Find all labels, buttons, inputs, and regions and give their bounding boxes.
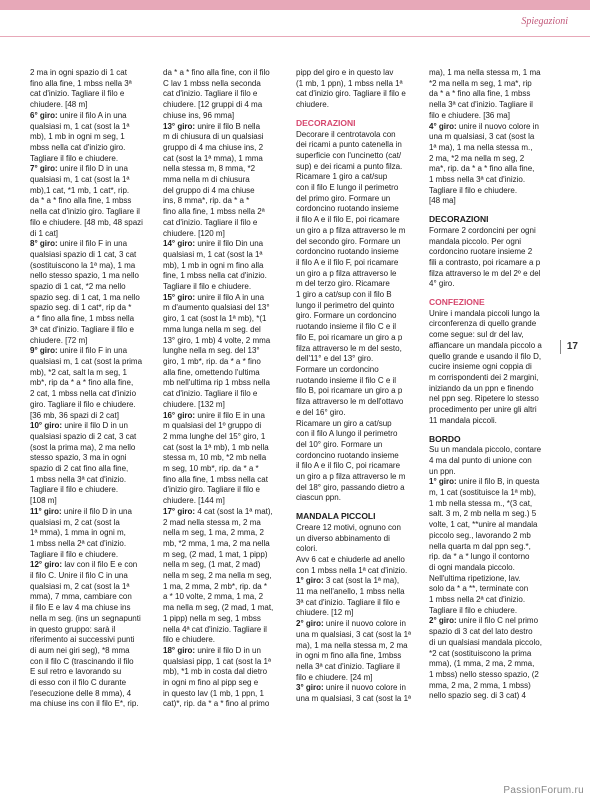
text-line: iniziando da un ppn e finendo <box>429 383 534 393</box>
text-line: m seg, (2 mad, 1 mat, 1 pipp) <box>163 549 268 559</box>
text-line: chiudere. [120 m] <box>163 228 225 238</box>
text-paragraph <box>429 226 550 290</box>
text-line: unire il nuovo colore in <box>323 683 406 693</box>
text-line: [48 ma] <box>429 196 456 206</box>
text-line: a * 10 volte, 2 mma, 1 ma, 2 <box>163 592 264 602</box>
text-line: Formare 2 cordoncini per ogni <box>429 225 536 235</box>
text-line: da * a * fino alla fine, con il filo <box>163 68 270 77</box>
text-line: con il filo C (trascinando il filo <box>30 656 134 666</box>
text-line: in questo gruppo: sarà il <box>30 624 116 634</box>
text-line: stessa m, 10 mb, *2 mb nella <box>163 453 267 463</box>
column-3 <box>296 68 417 768</box>
text-line: 2 ma, *2 ma nella m seg, 2 <box>429 153 525 163</box>
text-line: nello stesso spazio, 1 ma nello <box>30 271 139 281</box>
text-line: nella m seg, (1 mat, 2 mad) <box>163 560 261 570</box>
text-line: 1 ma, 2 mma, 2 mb*, rip. da * <box>163 581 268 591</box>
instruction-step <box>163 507 284 646</box>
text-line: filo e chiudere. [24 m] <box>296 672 373 682</box>
text-paragraph <box>429 309 550 427</box>
step-label: 1° giro: <box>429 477 457 487</box>
text-line: m seg, 10 mb*, rip. da * a * <box>163 464 259 474</box>
text-line: ma), 1 ma nella stessa m, 1 ma <box>429 68 541 77</box>
text-line: fino alla fine, 1 mbss nella 2ª <box>163 207 265 217</box>
text-line: 1 mbss nella 2ª cat d'inizio. <box>429 595 526 605</box>
text-line: m d'aumento qualsiasi del 13° <box>163 303 270 313</box>
section-heading: MANDALA PICCOLI <box>296 511 376 522</box>
text-line: dei ricami a punto catenella in <box>296 140 402 150</box>
text-line: unire il filo D in una <box>57 164 128 174</box>
text-line: mma nella m di chiusura <box>163 175 250 185</box>
text-line: [108 m] <box>30 496 57 506</box>
text-line: qualsiasi m, 1 cat (sost la 1ª <box>30 121 130 131</box>
step-label: 6° giro: <box>30 110 58 120</box>
text-line: fine, 1 mbss nella cat d'inizio. <box>163 271 267 281</box>
text-line: unire il nuovo colore in <box>323 619 406 629</box>
text-line: unire il filo F in una <box>57 346 128 356</box>
text-line: qualsiasi pipp, 1 cat (sost la 1ª <box>163 656 271 666</box>
text-line: unire il filo F in una <box>57 239 128 249</box>
text-line: giro, 1 cat (sost la 1ª mb), *(1 <box>163 314 267 324</box>
text-line: Tagliare il filo e chiudere. <box>30 485 119 495</box>
step-label: 8° giro: <box>30 239 58 249</box>
text-line: spazio di 3 cat del lato destro <box>429 627 533 637</box>
text-line: un giro a p filza attraverso le m <box>296 225 406 235</box>
step-label: 16° giro: <box>163 410 196 420</box>
section-heading: BORDO <box>429 433 461 444</box>
text-line: filza attraverso le m del sesto, <box>296 343 402 353</box>
text-line: 1ª mma), 1 mma in ogni m, <box>30 528 126 538</box>
text-paragraph <box>296 523 417 577</box>
text-line: unire il filo D in una <box>61 506 132 516</box>
text-line: di esso con il filo C durante <box>30 678 127 688</box>
text-line: un giro a p filza attraverso le <box>296 268 397 278</box>
step-label: 11° giro: <box>30 506 62 516</box>
text-line: unire il nuovo colore in <box>456 121 539 131</box>
instruction-step <box>429 122 550 208</box>
text-line: sup) e dei ricami a punto filza. <box>296 161 403 171</box>
text-paragraph <box>163 68 284 122</box>
text-line: un ppn. <box>429 466 456 476</box>
text-line: cat d'inizio. Tagliare il filo e <box>163 217 258 227</box>
text-line: nella cat d'inizio giro. Tagliare il <box>30 207 140 217</box>
text-line: e del 16° giro. <box>296 407 346 417</box>
text-line: (sostituiscono la 1ª ma), 1 ma <box>30 260 136 270</box>
text-line: del gruppo di 4 ma chiuse <box>163 185 255 195</box>
text-line: qualsiasi m, 2 cat (sost la <box>30 517 120 527</box>
text-line: mbss nella cat d'inizio giro. <box>30 142 126 152</box>
text-line: Tagliare il filo e chiudere. <box>30 549 119 559</box>
text-line: mb nell'ultima rip 1 mbss nella <box>163 378 270 388</box>
watermark: PassionForum.ru <box>503 785 584 796</box>
instruction-step <box>429 616 550 702</box>
text-line: il filo A e il filo E, poi ricamare <box>296 215 400 225</box>
text-line: 4° giro. <box>429 279 455 289</box>
text-line: spazio di 2 cat fino alla fine, <box>30 464 129 474</box>
text-line: mma), 7 mma, cambiare con <box>30 592 132 602</box>
text-line: Su un mandala piccolo, contare <box>429 445 542 455</box>
text-paragraph <box>429 68 550 122</box>
text-line: giro, 1 mb*, rip. da * a * fino <box>163 356 261 366</box>
text-line: procedimento per unire gli altri <box>429 405 537 415</box>
instruction-step <box>30 507 151 561</box>
text-line: spazio seg. di 1 cat, 1 ma nello <box>30 292 140 302</box>
text-line: 1 mbss) nello stesso spazio, (2 <box>429 669 539 679</box>
section-heading: CONFEZIONE <box>429 297 485 308</box>
text-line: 11 mandala piccoli. <box>429 415 497 425</box>
text-line: unire il filo D in un <box>62 421 128 431</box>
text-line: nella stessa m, 8 mma, *2 <box>163 164 256 174</box>
text-line: ma*, rip. da * a * fino alla fine, <box>429 164 535 174</box>
text-line: 2 cat, 1 mbss nella cat d'inizio <box>30 389 137 399</box>
text-line: cat d'inizio. Tagliare il filo e <box>163 89 258 99</box>
text-line: Creare 12 motivi, ognuno con <box>296 522 401 532</box>
text-line: mb*, rip da * a * fino alla fine, <box>30 378 134 388</box>
text-line: C lav 1 mbss nella seconda <box>163 78 261 88</box>
text-line: Formare un cordoncino <box>296 364 379 374</box>
step-label: 10° giro: <box>30 421 63 431</box>
page-number: 17 <box>560 340 578 354</box>
text-line: chiudere. <box>296 100 329 110</box>
text-paragraph <box>296 68 417 111</box>
instruction-step <box>30 111 151 165</box>
text-line: chiudere. [72 m] <box>30 335 88 345</box>
instruction-step <box>163 122 284 240</box>
step-label: 1° giro: <box>296 576 324 586</box>
text-line: ruotando insieme il filo C e il <box>296 322 397 332</box>
text-line: 11 ma nell'anello, 1 mbss nella <box>296 587 405 597</box>
text-line: 2 ma in ogni spazio di 1 cat <box>30 68 127 77</box>
text-line: chiudere. [12 m] <box>296 608 354 618</box>
text-line: chiudere. [144 m] <box>163 496 225 506</box>
text-line: cat d'inizio. Tagliare il filo e <box>30 89 125 99</box>
text-line: Ricamare un giro a cat/sup <box>296 418 392 428</box>
text-line: lunghe nella m seg. del 13° <box>163 346 260 356</box>
step-label: 13° giro: <box>163 121 196 131</box>
text-line: nel ppn seg. Ripetere lo stesso <box>429 394 539 404</box>
text-line: giro. Tagliare il filo e chiudere. <box>30 399 136 409</box>
step-label: 12° giro: <box>30 560 63 570</box>
text-line: mb), 1 mb in ogni m seg, 1 <box>30 132 125 142</box>
text-line: in questo lav (1 mb, 1 ppn, 1 <box>163 688 264 698</box>
text-line: qualsiasi m, 1 cat (sost la prima <box>30 356 143 366</box>
text-line: Decorare il centrotavola con <box>296 129 396 139</box>
text-line: il filo E e lav 4 ma chiuse ins <box>30 603 131 613</box>
text-line: 1 pipp) nella m seg, 1 mbss <box>163 613 261 623</box>
text-line: Tagliare il filo e chiudere. <box>429 605 518 615</box>
text-line: l'esecuzione delle 8 mma), 4 <box>30 688 132 698</box>
text-line: filo e chiudere. <box>163 635 216 645</box>
text-line: unire il filo D in un <box>195 645 261 655</box>
text-line: spazio di 1 cat, *2 ma nello <box>30 282 126 292</box>
text-line: ruotando insieme il filo C e il <box>296 375 397 385</box>
instruction-step <box>163 646 284 710</box>
text-line: unire il filo C nel primo <box>456 616 539 626</box>
instruction-step <box>163 239 284 293</box>
text-line: cat d'inizio. Tagliare il filo e <box>163 389 258 399</box>
text-line: 3ª cat d'inizio. Tagliare il filo e <box>30 324 134 334</box>
step-label: 4° giro: <box>429 121 457 131</box>
text-paragraph <box>429 445 550 477</box>
text-line: fili a contrasto, poi ricamare a p <box>429 257 541 267</box>
text-line: chiudere. [12 gruppi di 4 ma <box>163 100 263 110</box>
text-line: m di chiusura di un qualsiasi <box>163 132 264 142</box>
text-line: unire il filo E in una <box>195 410 265 420</box>
text-line: nella quarta m dal ppn seg.*, <box>429 541 531 551</box>
text-line: nella m seg, 1 ma, 2 mma, 2 <box>163 528 264 538</box>
text-line: (1 mb, 1 ppn), 1 mbss nella 1ª <box>296 78 403 88</box>
text-line: m corrispondenti dei 2 margini, <box>429 372 539 382</box>
text-line: una m qualsiasi, 3 cat (sost la <box>429 132 535 142</box>
text-line: una m qualsiasi, 3 cat (sost la 1ª <box>296 694 412 704</box>
step-label: 18° giro: <box>163 645 196 655</box>
column-2 <box>163 68 284 768</box>
text-line: qualsiasi spazio di 1 cat, 3 cat <box>30 249 137 259</box>
text-line: un diverso abbinamento di <box>296 533 390 543</box>
text-line: ma nella m seg, (2 mad, 1 mat, <box>163 603 274 613</box>
text-line: mb), 1 mb in ogni m fino alla <box>163 260 264 270</box>
text-line: un giro a p filza attraverso le m <box>296 472 406 482</box>
text-line: gruppo di 4 ma chiuse ins, 2 <box>163 142 264 152</box>
text-line: dell'11° e del 13° giro. <box>296 354 374 364</box>
text-line: filo e chiudere. [36 ma] <box>429 110 510 120</box>
text-line: con il filo A lungo il perimetro <box>296 429 398 439</box>
text-line: con il filo E lungo il perimetro <box>296 183 399 193</box>
text-line: mb), *1 mb in costa dal dietro <box>163 667 268 677</box>
text-line: ins, 8 mma*, rip. da * a * <box>163 196 250 206</box>
step-label: 14° giro: <box>163 239 196 249</box>
text-line: chiuse ins, 96 mma] <box>163 110 235 120</box>
text-line: 3 cat (sost la 1ª ma), <box>323 576 400 586</box>
section-heading: DECORAZIONI <box>429 214 489 225</box>
header-rule <box>0 36 590 37</box>
step-label: 7° giro: <box>30 164 58 174</box>
text-line: colori. <box>296 544 318 554</box>
instruction-step <box>30 560 151 710</box>
text-line: cordoncino ruotando insieme <box>296 204 399 214</box>
text-line: filo E, poi ricamare un giro a p <box>296 332 403 342</box>
instruction-step <box>296 683 417 704</box>
instruction-step <box>296 619 417 683</box>
text-line: 1 mb nella stessa m., *(3 cat, <box>429 498 533 508</box>
text-line: *2 cat (sostituiscono la prima <box>429 648 532 658</box>
text-line: lav con il filo E e con <box>62 560 138 570</box>
text-line: lungo il perimetro del quinto <box>296 300 395 310</box>
text-line: fino alla fine, 1 mbss nella 3ª <box>30 78 132 88</box>
text-line: d'inizio giro. Tagliare il filo e <box>163 485 260 495</box>
text-line: (sost la prima ma), 2 ma nello <box>30 442 136 452</box>
step-label: 15° giro: <box>163 292 196 302</box>
text-line: 4 cat (sost la 1ª mat), <box>195 506 273 516</box>
text-line: in ogni m fino alla fine, 1mbss <box>296 651 402 661</box>
text-line: Tagliare il filo e chiudere. <box>163 282 252 292</box>
text-line: chiudere. [132 m] <box>163 399 225 409</box>
text-line: di un qualsiasi mandala piccolo, <box>429 637 542 647</box>
text-line: filza attraverso le m dell'ottavo <box>296 397 404 407</box>
text-line: da * a * fino alla fine, 1 mbss <box>429 89 531 99</box>
text-line: qualsiasi m, 1 cat (sost la 1ª <box>163 249 263 259</box>
text-line: con 1 mbss nella 1ª cat d'inizio. <box>296 565 408 575</box>
text-line: di 1 cat] <box>30 228 59 238</box>
text-line: da * a * fino alla fine, 1 mbss <box>30 196 132 206</box>
text-line: quello grande e usando il filo D, <box>429 351 542 361</box>
text-line: qualsiasi m, 2 cat (sost la 1ª <box>30 581 130 591</box>
text-line: salt. 3 m, 2 mb nella m seg.) 5 <box>429 509 537 519</box>
text-paragraph <box>296 130 417 505</box>
text-line: m, 1 cat (sostituisce la 1ª mb), <box>429 488 536 498</box>
text-line: m del terzo giro. Ricamare <box>296 279 390 289</box>
text-line: mma lunga nella m seg. del <box>163 324 261 334</box>
text-line: Nell'ultima ripetizione, lav. <box>429 573 521 583</box>
text-line: 2 mad nella stessa m, 2 ma <box>163 517 261 527</box>
text-line: il filo A e il filo F, poi ricamare <box>296 257 399 267</box>
text-line: 1 mbss nella 2ª cat d'inizio. <box>30 538 127 548</box>
step-label: 17° giro: <box>163 506 196 516</box>
text-line: del 10° giro. Formare un <box>296 439 383 449</box>
text-line: 3ª cat d'inizio. Tagliare il filo e <box>296 597 400 607</box>
text-line: mandala piccolo. Per ogni <box>429 236 522 246</box>
text-line: cordoncino ruotare insieme 2 <box>429 247 533 257</box>
instruction-step <box>163 411 284 507</box>
text-line: qualsiasi spazio di 2 cat, 3 cat <box>30 431 137 441</box>
text-line: superficie con l'uncinetto (cat/ <box>296 150 402 160</box>
section-name: Spiegazioni <box>521 16 568 27</box>
text-line: mb, *2 mma, 1 ma, 2 ma nella <box>163 538 270 548</box>
text-line: unire il filo A in una <box>195 292 265 302</box>
step-label: 2° giro: <box>429 616 457 626</box>
instruction-step <box>429 477 550 616</box>
text-line: cordoncino ruotando insieme <box>296 247 399 257</box>
text-paragraph <box>30 68 151 111</box>
text-line: E sul retro e lavorando su <box>30 667 122 677</box>
text-line: pipp del giro e in questo lav <box>296 68 394 77</box>
text-line: unire il filo B nella <box>195 121 261 131</box>
text-line: filza attraverso le m del 2º e del <box>429 268 541 278</box>
instruction-step <box>30 164 151 239</box>
text-line: una m qualsiasi, 3 cat (sost la 1ª <box>296 629 412 639</box>
text-line: Tagliare il filo e chiudere. <box>429 185 518 195</box>
text-line: 1 mbss nella 3ª cat d'inizio. <box>30 474 127 484</box>
text-line: filo B, poi ricamare un giro a p <box>296 386 403 396</box>
text-line: circonferenza di quello grande <box>429 319 537 329</box>
text-line: Avv 6 cat e chiuderle ad anello <box>296 554 405 564</box>
instruction-step <box>296 576 417 619</box>
text-line: cat)*, rip. da * a * fino al primo <box>163 699 270 709</box>
text-line: volte, 1 cat, **unire al mandala <box>429 520 538 530</box>
text-line: di ogni mandala piccolo. <box>429 562 515 572</box>
text-line: cat (sost la 1ª mb), 1 mb nella <box>163 442 269 452</box>
text-line: 1 mbss nella 3ª cat d'inizio. <box>429 175 526 185</box>
text-line: del primo giro. Formare un <box>296 193 391 203</box>
instruction-step <box>30 346 151 421</box>
text-line: rip. da * a * lungo il contorno <box>429 552 530 562</box>
text-line: cordoncino ruotando insieme <box>296 450 399 460</box>
step-label: 3° giro: <box>296 683 324 693</box>
text-line: affiancare un mandala piccolo a <box>429 340 542 350</box>
text-line: mb), *2 cat, salt la m seg, 1 <box>30 367 127 377</box>
text-line: nella 4ª cat d'inizio. Tagliare il <box>163 624 267 634</box>
text-line: il filo C. Unire il filo C in una <box>30 571 128 581</box>
step-label: 9° giro: <box>30 346 58 356</box>
text-line: nella m seg. (ins un segnapunti <box>30 613 141 623</box>
text-line: ciascun ppn. <box>296 493 341 503</box>
section-heading: DECORAZIONI <box>296 117 356 128</box>
text-line: mma), (1 mma, 2 ma, 2 mma, <box>429 659 535 669</box>
text-line: 13° giro, 1 mb) 4 volte, 2 mma <box>163 335 271 345</box>
text-line: Ricamare 1 giro a cat/sup <box>296 172 388 182</box>
text-line: di aum nei giri seg), *8 mma <box>30 645 130 655</box>
text-line: spazio seg. di 1 cat*, rip da * <box>30 303 132 313</box>
text-line: 4 ma dal punto di unione con <box>429 455 532 465</box>
instruction-step <box>30 239 151 346</box>
text-line: piccolo seg., lavorando 2 mb <box>429 530 531 540</box>
column-1 <box>30 68 151 768</box>
text-line: unire il filo Din una <box>195 239 264 249</box>
text-line: nella 3ª cat d'inizio. Tagliare il <box>296 661 400 671</box>
text-line: [36 mb, 36 spazi di 2 cat] <box>30 410 119 420</box>
text-line: stesso spazio, 3 ma in ogni <box>30 453 127 463</box>
text-line: mma, 2 ma, 2 mma, 1 mbss) <box>429 680 531 690</box>
text-line: cat (sost la 1ª mma), 1 mma <box>163 153 263 163</box>
text-line: nella m seg, 2 ma nella m seg, <box>163 571 272 581</box>
text-line: nella 3ª cat d'inizio. Tagliare il <box>429 100 533 110</box>
text-line: del secondo giro. Formare un <box>296 236 401 246</box>
text-line: ma chiuse ins con il filo E*, rip. <box>30 699 139 709</box>
text-line: m qualsiasi del 1º gruppo di <box>163 421 262 431</box>
text-line: alla fine, omettendo l'ultima <box>163 367 260 377</box>
text-line: fino alla fine, 1 mbss nella cat <box>163 474 268 484</box>
text-line: nello spazio seg. di 3 cat) 4 <box>429 691 526 701</box>
text-line: ma), 1 ma nella stessa m, 2 ma <box>296 640 408 650</box>
text-line: *2 ma nella m seg, 1 ma*, rip <box>429 78 532 88</box>
text-line: 1ª ma), 1 ma nella stessa m., <box>429 142 533 152</box>
text-line: 1 giro a cat/sup con il filo B <box>296 290 392 300</box>
column-4 <box>429 68 550 768</box>
text-line: il filo A e il filo C, poi ricamare <box>296 461 401 471</box>
text-line: Unire i mandala piccoli lungo la <box>429 308 540 318</box>
text-line: filo e chiudere. [48 mb, 48 spazi <box>30 217 143 227</box>
top-color-bar <box>0 0 590 10</box>
text-line: Tagliare il filo e chiudere. <box>30 153 119 163</box>
text-columns <box>30 68 550 768</box>
text-line: riferimento ai successivi punti <box>30 635 135 645</box>
text-line: del 18° giro, passando dietro a <box>296 482 405 492</box>
text-line: come segue: sul dr del lav, <box>429 330 524 340</box>
text-line: in ogni m fino al pipp seg e <box>163 678 259 688</box>
text-line: mb),1 cat, *1 mb, 1 cat*, rip. <box>30 185 130 195</box>
instruction-step <box>30 421 151 507</box>
text-line: unire il filo A in una <box>57 110 127 120</box>
text-line: qualsiasi m, 1 cat (sost la 1ª <box>30 175 130 185</box>
text-line: a * fino alla fine, 1 mbss nella <box>30 314 135 324</box>
instruction-step <box>163 293 284 411</box>
text-line: cat d'inizio giro. Tagliare il filo e <box>296 89 406 99</box>
text-line: giro. Formare un cordoncino <box>296 311 397 321</box>
text-line: unire il filo B, in questa <box>456 477 540 487</box>
text-line: solo da * a **, terminate con <box>429 584 529 594</box>
text-line: 2 mma lunghe del 15° giro, 1 <box>163 431 266 441</box>
text-line: chiudere. [48 m] <box>30 100 88 110</box>
text-line: cucire insieme ogni coppia di <box>429 362 532 372</box>
step-label: 2° giro: <box>296 619 324 629</box>
